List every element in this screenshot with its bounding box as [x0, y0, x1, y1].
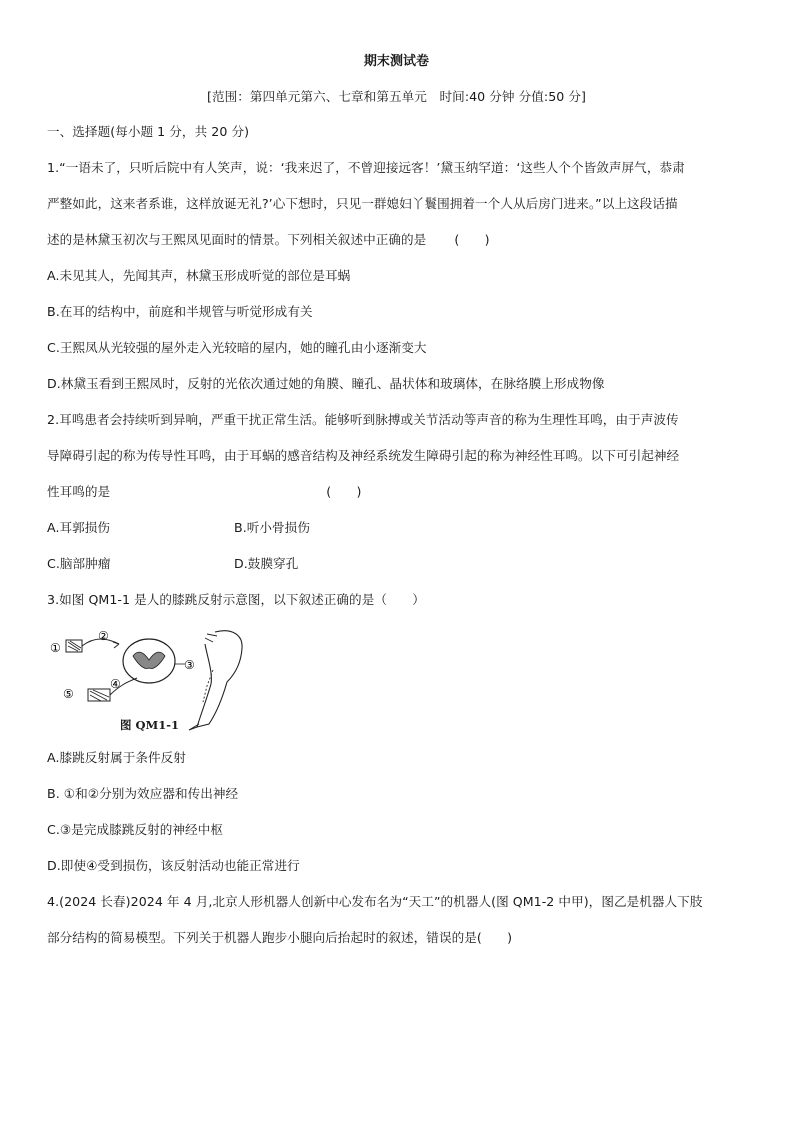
label-4: ④	[110, 677, 121, 691]
q3-option-c: C.③是完成膝跳反射的神经中枢	[47, 822, 223, 837]
q2-stem-line2: 导障碍引起的称为传导性耳鸣，由于耳蜗的感音结构及神经系统发生障碍引起的称为神经性耳鸣。以下可引起神经	[47, 448, 680, 463]
q2-option-d: D.鼓膜穿孔	[234, 556, 299, 571]
q3-stem: 3.如图 QM1-1 是人的膝跳反射示意图，以下叙述正确的是（ ）	[47, 592, 425, 607]
q1-stem-line3	[47, 232, 490, 248]
q1-answer-paren: ( )	[454, 232, 490, 247]
kick-motion-dashes	[203, 670, 213, 702]
q2-stem-line3	[47, 484, 361, 500]
effector-box	[88, 689, 110, 701]
page-title: 期末测试卷	[363, 54, 430, 69]
q4-stem-line2: 部分结构的简易模型。下列关于机器人跑步小腿向后抬起时的叙述，错误的是( )	[47, 930, 513, 945]
gray-matter	[133, 652, 165, 668]
receptor-hatch	[68, 641, 81, 651]
label-1: ①	[50, 641, 61, 655]
leg-outline	[197, 631, 242, 727]
q1-option-a: A.未见其人，先闻其声，林黛玉形成听觉的部位是耳蜗	[47, 268, 351, 283]
q1-stem-text: 述的是林黛玉初次与王熙凤见面时的情景。下列相关叙述中正确的是	[47, 232, 427, 247]
q2-option-b: B.听小骨损伤	[234, 520, 310, 535]
label-5: ⑤	[63, 687, 74, 701]
label-3: ③	[184, 658, 195, 672]
afferent-arrow	[113, 642, 119, 648]
q1-option-b: B.在耳的结构中，前庭和半规管与听觉形成有关	[47, 304, 313, 319]
q2-option-c: C.脑部肿瘤	[47, 556, 111, 571]
figure-caption: 图 QM1-1	[120, 718, 180, 732]
q2-stem-text: 性耳鸣的是	[47, 484, 111, 499]
q2-option-a: A.耳郭损伤	[47, 520, 111, 535]
q3-option-d: D.即使④受到损伤，该反射活动也能正常进行	[47, 858, 300, 873]
q2-stem-line1: 2.耳鸣患者会持续听到异响，严重干扰正常生活。能够听到脉搏或关节活动等声音的称为生理性耳鸣，由于声波传	[47, 412, 679, 427]
label-2: ②	[98, 629, 109, 643]
q1-option-c: C.王熙凤从光较强的屋外走入光较暗的屋内，她的瞳孔由小逐渐变大	[47, 340, 427, 355]
q1-stem-line2: 严整如此，这来者系谁，这样放诞无礼?’心下想时，只见一群媳妇丫鬟围拥着一个人从后房门进来。”以上这段话描	[47, 196, 678, 211]
effector-hatch	[90, 690, 109, 701]
q2-answer-paren: ( )	[326, 484, 362, 499]
q4-stem-line1: 4.(2024 长春)2024 年 4 月,北京人形机器人创新中心发布名为“天工”的机器人(图 QM1-2 中甲)，图乙是机器人下肢	[47, 894, 703, 909]
hammer-tap-mark	[205, 634, 217, 642]
q1-stem-line1: 1.“一语未了，只听后院中有人笑声，说：‘我来迟了，不曾迎接远客！’黛玉纳罕道：‘这些人个个皆敛声屏气，恭肃	[47, 160, 685, 175]
q3-option-b: B. ①和②分别为效应器和传出神经	[47, 786, 239, 801]
section-heading: 一、选择题(每小题 1 分，共 20 分)	[47, 124, 250, 139]
q1-option-d: D.林黛玉看到王熙凤时，反射的光依次通过她的角膜、瞳孔、晶状体和玻璃体，在脉络膜上形成物像	[47, 376, 605, 391]
exam-range: [范围：第四单元第六、七章和第五单元 时间:40 分钟 分值:50 分]	[206, 89, 586, 104]
q3-option-a: A.膝跳反射属于条件反射	[47, 750, 186, 765]
